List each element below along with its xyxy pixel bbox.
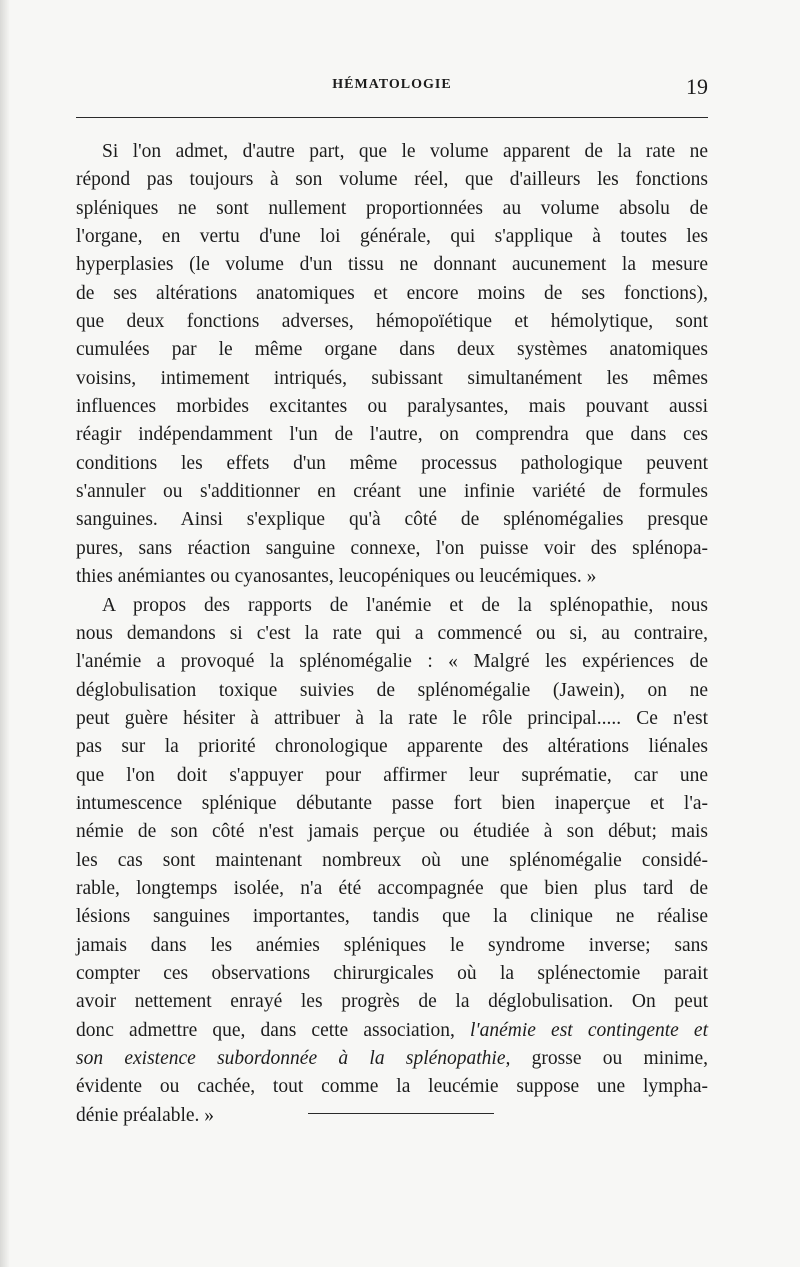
text-line: pas sur la priorité chronologique apparente des altérations liénales: [76, 736, 708, 758]
text-line: Si l'on admet, d'autre part, que le volume apparent de la rate ne: [102, 141, 708, 162]
text-line: avoir nettement enrayé les progrès de la déglobulisation. On peut: [76, 991, 708, 1013]
text-line: influences morbides excitantes ou paralysantes, mais pouvant aussi: [76, 396, 708, 418]
text-line: compter ces observations chirurgicales où la splénectomie parait: [76, 962, 708, 984]
text-line: réagir indépendamment l'un de l'autre, on comprendra que dans ces: [76, 424, 708, 446]
text-line: conditions les effets d'un même processus pathologique peuvent: [76, 452, 708, 474]
text-line-mixed: [76, 1045, 708, 1073]
text-line: sanguines. Ainsi s'explique qu'à côté de splénomégalies presque: [76, 509, 708, 531]
page-edge-shadow: [0, 0, 10, 1267]
text-line: les cas sont maintenant nombreux où une splénomégalie considé-: [76, 849, 708, 871]
text-line: voisins, intimement intriqués, subissant simultanément les mêmes: [76, 367, 708, 389]
text-line: spléniques ne sont nullement proportionnées au volume absolu de: [76, 197, 708, 219]
italic-fragment: son existence subordonnée à la splénopathie,: [76, 1048, 511, 1069]
text-line: hyperplasies (le volume d'un tissu ne donnant aucunement la mesure: [76, 254, 708, 276]
text-line: déglobulisation toxique suivies de splénomégalie (Jawein), on ne: [76, 679, 708, 701]
text-line: cumulées par le même organe dans deux systèmes anatomiques: [76, 339, 708, 361]
text-line: dénie préalable. »: [76, 1104, 215, 1126]
running-head: [76, 74, 708, 98]
page-number: 19: [686, 74, 708, 99]
text-fragment: grosse ou minime,: [531, 1048, 709, 1069]
running-title: HÉMATOLOGIE: [332, 77, 452, 92]
header-rule: [76, 117, 708, 118]
text-line: l'anémie a provoqué la splénomégalie : « Malgré les expériences de: [76, 651, 708, 673]
text-line-mixed: [76, 1017, 708, 1045]
text-line: thies anémiantes ou cyanosantes, leucopéniques ou leucémiques. »: [76, 566, 597, 588]
text-line: répond pas toujours à son volume réel, que d'ailleurs les fonctions: [76, 169, 708, 191]
text-line: peut guère hésiter à attribuer à la rate le rôle principal..... Ce n'est: [76, 707, 708, 729]
text-line: A propos des rapports de l'anémie et de la splénopathie, nous: [102, 594, 708, 616]
text-line: rable, longtemps isolée, n'a été accompagnée que bien plus tard de: [76, 877, 708, 899]
italic-fragment: l'anémie est contingente et: [470, 1019, 709, 1041]
text-line: s'annuler ou s'additionner en créant une infinie variété de formules: [76, 481, 708, 503]
text-line: que l'on doit s'appuyer pour affirmer leur suprématie, car une: [76, 764, 708, 786]
text-fragment: donc admettre que, dans cette association,: [76, 1019, 455, 1041]
text-line: némie de son côté n'est jamais perçue ou étudiée à son début; mais: [76, 821, 708, 843]
body-text: [76, 138, 708, 1130]
text-line: que deux fonctions adverses, hémopoïétique et hémolytique, sont: [76, 311, 708, 333]
text-line: lésions sanguines importantes, tandis que la clinique ne réalise: [76, 906, 708, 928]
text-line: jamais dans les anémies spléniques le syndrome inverse; sans: [76, 934, 708, 956]
text-line: de ses altérations anatomiques et encore moins de ses fonctions),: [76, 282, 708, 304]
text-line: intumescence splénique débutante passe fort bien inaperçue et l'a-: [76, 792, 708, 814]
text-line: pures, sans réaction sanguine connexe, l'on puisse voir des splénopa-: [76, 537, 708, 559]
end-rule: [308, 1113, 494, 1114]
text-line: nous demandons si c'est la rate qui a commencé ou si, au contraire,: [76, 622, 708, 644]
text-line: l'organe, en vertu d'une loi générale, qui s'applique à toutes les: [76, 226, 708, 248]
text-line: évidente ou cachée, tout comme la leucémie suppose une lympha-: [76, 1076, 708, 1098]
